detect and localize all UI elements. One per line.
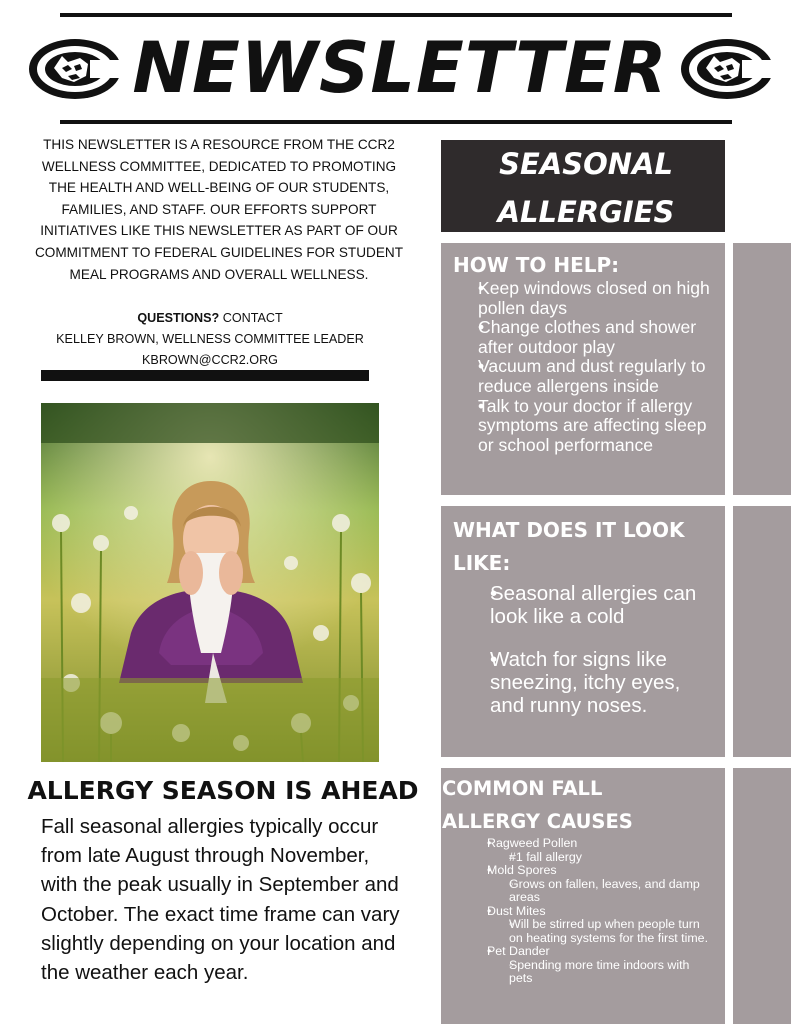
list-item: • Ragweed Pollen ◦ #1 fall allergy (472, 837, 712, 864)
article-body: Fall seasonal allergies typically occur from late August through November, with the peak usually in September and October. The exact time frame can vary slightly depending on your location and the weather each year. (41, 815, 400, 985)
how-to-help-heading: HOW TO HELP: (453, 253, 620, 277)
contact-name: KELLEY BROWN, WELLNESS COMMITTEE LEADER (56, 332, 364, 346)
girl-sneezing-photo (41, 403, 379, 762)
list-item: • Pet Dander ◦ Spending more time indoors with pets (472, 945, 712, 986)
common-causes-heading: COMMON FALL ALLERGY CAUSES (442, 777, 633, 833)
newsletter-title: NEWSLETTER (132, 27, 668, 109)
list-item: • Talk to your doctor if allergy symptoms are affecting sleep or school performance (457, 397, 719, 456)
list-item: • Mold Spores ◦ Grows on fallen, leaves, and damp areas (472, 864, 712, 905)
sub-list-item: ◦ Spending more time indoors with pets (487, 959, 712, 986)
contact-email[interactable]: KBROWN@CCR2.ORG (142, 353, 278, 367)
banner-accent-bar (726, 160, 732, 240)
what-it-looks-like-list (468, 582, 718, 717)
what-it-looks-like-side-strip (733, 506, 791, 757)
contact-block (28, 308, 392, 371)
title-line-2: ALLERGIES (497, 195, 675, 229)
contact-questions-line (28, 308, 392, 329)
common-causes-side-strip (733, 768, 791, 1024)
questions-label: QUESTIONS? (137, 311, 220, 325)
sub-list-item: ◦ Grows on fallen, leaves, and damp areas (487, 878, 712, 905)
sub-list-item: ◦ Will be stirred up when people turn on heating systems for the first time. (487, 918, 712, 945)
intro-paragraph: THIS NEWSLETTER IS A RESOURCE FROM THE CCR2 WELLNESS COMMITTEE, DEDICATED TO PROMOTING THE HEALTH AND WELL-BEING OF OUR STUDENTS, FAMILIES, AND STAFF. OUR EFFORTS SUPPORT INITIATIVES LIKE THIS NEWSLETTER AS PART OF OUR COMMITMENT TO FEDERAL GUIDELINES FOR STUDENT MEAL PROGRAMS AND OVERALL WELLNESS. (34, 137, 404, 282)
panther-logo-left-icon (28, 38, 122, 100)
list-item: • Watch for signs like sneezing, itchy eyes, and runny noses. (468, 648, 718, 717)
sub-list-item: ◦ #1 fall allergy (487, 851, 712, 865)
contact-word: CONTACT (219, 311, 283, 325)
what-it-looks-like-heading: WHAT DOES IT LOOK LIKE: (453, 518, 685, 575)
intro-divider (41, 370, 369, 381)
list-item: • Keep windows closed on high pollen days (457, 279, 719, 318)
seasonal-allergies-title (441, 140, 731, 236)
common-causes-list (472, 837, 712, 986)
top-rule (60, 13, 732, 17)
masthead-bottom-rule (60, 120, 732, 124)
list-item: • Dust Mites ◦ Will be stirred up when people turn on heating systems for the first time. (472, 905, 712, 946)
how-to-help-side-strip (733, 243, 791, 495)
list-item: • Vacuum and dust regularly to reduce allergens inside (457, 357, 719, 396)
list-item: • Seasonal allergies can look like a cold (468, 582, 718, 628)
how-to-help-list (457, 279, 719, 455)
title-line-1: SEASONAL (499, 147, 673, 181)
article-headline: ALLERGY SEASON IS AHEAD (27, 776, 419, 805)
panther-logo-right-icon (680, 38, 774, 100)
list-item: • Change clothes and shower after outdoor play (457, 318, 719, 357)
